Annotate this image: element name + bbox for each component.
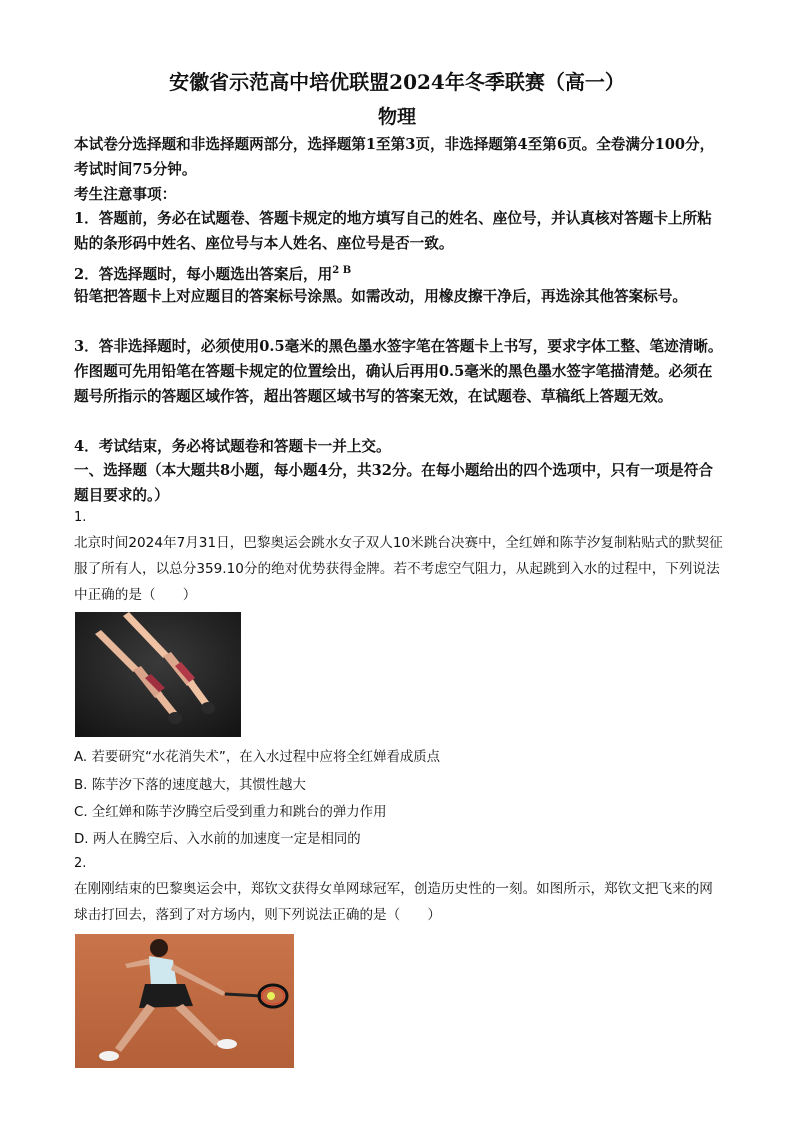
question-number: 1. bbox=[74, 510, 87, 525]
notice-item-3: 3．答非选择题时，必须使用0.5毫米的黑色墨水签字笔在答题卡上书写，要求字体工整、笔迹清晰。作图题可先用铅笔在答题卡规定的位置绘出，确认后再用0.5毫米的黑色墨水签字笔描清楚。必须在题号所指示的答题区域作答，超出答题区域书写的答案无效，在试题卷、草稿纸上答题无效。 bbox=[74, 338, 723, 405]
exam-intro: 本试卷分选择题和非选择题两部分，选择题第1至第3页，非选择题第4至第6页。全卷满分100分，考试时间75分钟。 bbox=[74, 136, 715, 178]
notice-item-1: 1．答题前，务必在试题卷、答题卡规定的地方填写自己的姓名、座位号，并认真核对答题卡上所粘贴的条形码中姓名、座位号与本人姓名、座位号是否一致。 bbox=[74, 210, 712, 252]
diving-illustration bbox=[75, 612, 241, 737]
tennis-photo bbox=[75, 934, 294, 1068]
option-b: B. 陈芋汐下落的速度越大，其惯性越大 bbox=[74, 778, 306, 793]
notice-item-4: 4．考试结束，务必将试题卷和答题卡一并上交。 bbox=[74, 438, 391, 455]
option-d: D. 两人在腾空后、入水前的加速度一定是相同的 bbox=[74, 832, 361, 847]
diving-photo bbox=[75, 612, 241, 737]
question-stem: 北京时间2024年7月31日，巴黎奥运会跳水女子双人10米跳台决赛中，全红婵和陈芋汐复制粘贴式的默契征服了所有人，以总分359.10分的绝对优势获得金牌。若不考虑空气阻力，从起跳到入水的过程中，下列说法中正确的是（ ） bbox=[74, 535, 723, 603]
notice-item-2-rest: 铅笔把答题卡上对应题目的答案标号涂黑。如需改动，用橡皮擦干净后，再选涂其他答案标号。 bbox=[74, 288, 687, 305]
tennis-ball-icon bbox=[267, 992, 275, 1000]
question-stem: 在刚刚结束的巴黎奥运会中，郑钦文获得女单网球冠军，创造历史性的一刻。如图所示，郑钦文把飞来的网球击打回去，落到了对方场内，则下列说法正确的是（ ） bbox=[74, 881, 713, 923]
exam-title: 安徽省示范高中培优联盟2024年冬季联赛（高一） bbox=[169, 70, 625, 94]
notice-item-2-line bbox=[74, 258, 724, 287]
tennis-illustration bbox=[75, 934, 294, 1068]
notice-heading: 考生注意事项： bbox=[74, 186, 177, 203]
notice-item-2-super: 2 B bbox=[332, 265, 352, 276]
question-number: 2. bbox=[74, 856, 87, 871]
subject-title: 物理 bbox=[377, 106, 416, 128]
option-c: C. 全红婵和陈芋汐腾空后受到重力和跳台的弹力作用 bbox=[74, 805, 387, 820]
section-heading: 一、选择题（本大题共8小题，每小题4分，共32分。在每小题给出的四个选项中，只有一项是符合题目要求的。） bbox=[74, 462, 713, 504]
option-a: A. 若要研究“水花消失术”，在入水过程中应将全红婵看成质点 bbox=[74, 750, 441, 765]
notice-item-2-prefix: 2．答选择题时，每小题选出答案后，用 bbox=[74, 265, 333, 283]
